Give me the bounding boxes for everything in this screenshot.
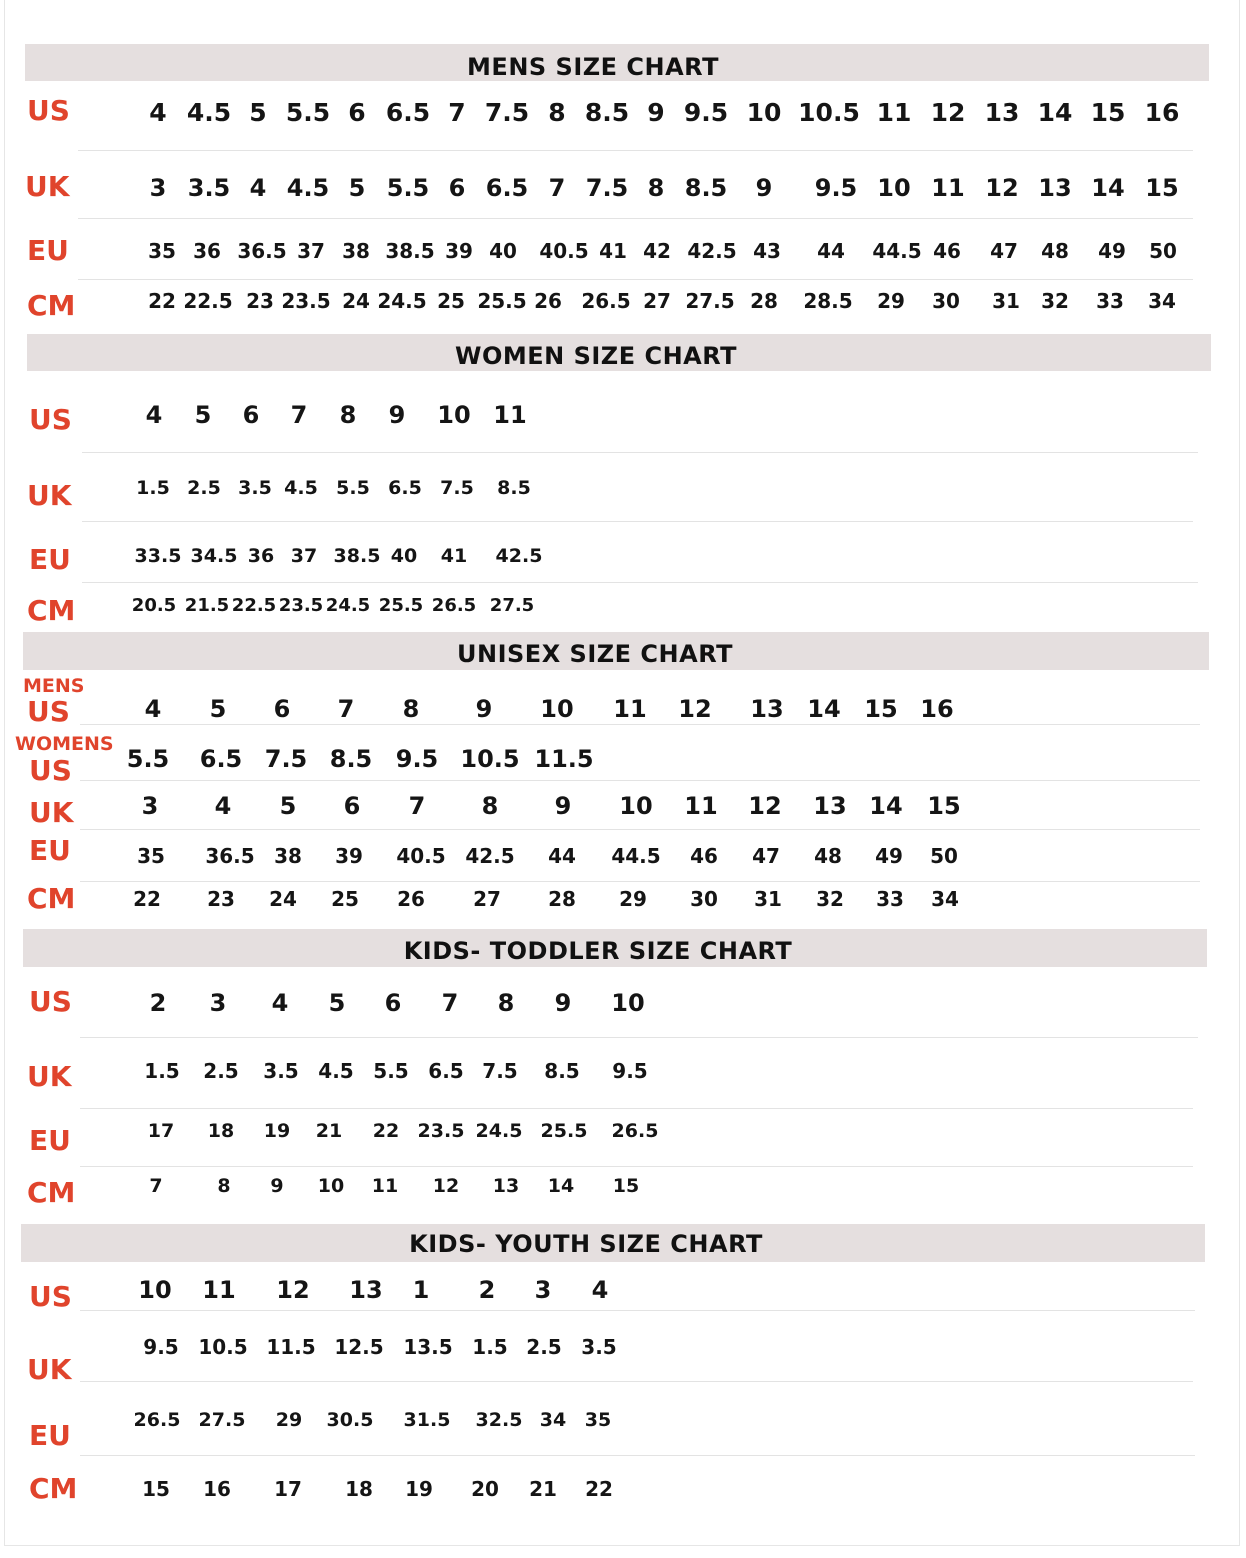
size-value: 25 [437, 289, 465, 313]
size-value: 13 [813, 792, 847, 820]
size-value: 12 [276, 1276, 310, 1304]
size-value: 5.5 [386, 174, 430, 202]
size-value: 14 [807, 695, 841, 723]
size-value: 15 [142, 1477, 170, 1501]
size-value: 13 [349, 1276, 383, 1304]
size-value: 1 [412, 1276, 430, 1304]
size-value: 22 [148, 289, 176, 313]
size-value: 40.5 [396, 844, 446, 868]
size-value: 24 [342, 289, 370, 313]
size-value: 32 [816, 887, 844, 911]
size-value: 5.5 [285, 98, 331, 127]
row-divider [82, 452, 1198, 453]
size-value: 34 [539, 1409, 567, 1431]
row-divider [78, 150, 1193, 151]
size-value: 4 [149, 98, 167, 127]
size-value: 36 [247, 545, 275, 567]
size-value: 8 [497, 989, 515, 1017]
size-value: 27 [643, 289, 671, 313]
size-value: 5.5 [373, 1059, 409, 1083]
size-value: 39 [445, 239, 473, 263]
size-system-label: UK [25, 170, 70, 203]
size-value: 24 [269, 887, 297, 911]
size-value: 34 [931, 887, 959, 911]
section-title: WOMEN SIZE CHART [454, 342, 738, 370]
size-value: 7 [290, 401, 308, 429]
row-divider [80, 1381, 1193, 1382]
size-value: 38.5 [385, 239, 435, 263]
size-value: 23 [246, 289, 274, 313]
size-value: 4 [214, 792, 232, 820]
row-divider [80, 1108, 1193, 1109]
size-value: 36 [193, 239, 221, 263]
size-value: 20.5 [131, 595, 177, 616]
size-value: 19 [405, 1477, 433, 1501]
size-value: 10.5 [460, 745, 520, 773]
size-value: 34 [1148, 289, 1176, 313]
size-value: 42.5 [465, 844, 515, 868]
size-value: 15 [1145, 174, 1179, 202]
size-value: 8.5 [684, 174, 728, 202]
size-value: 8.5 [544, 1059, 580, 1083]
size-value: 13 [984, 98, 1020, 127]
size-system-label: UK [27, 1060, 72, 1093]
size-value: 9 [755, 174, 773, 202]
section-title: MENS SIZE CHART [467, 53, 719, 81]
size-value: 15 [1090, 98, 1126, 127]
size-value: 8 [339, 401, 357, 429]
size-value: 18 [207, 1120, 235, 1142]
size-value: 40.5 [539, 239, 589, 263]
size-value: 4 [249, 174, 267, 202]
size-value: 8.5 [584, 98, 630, 127]
size-value: 3 [141, 792, 159, 820]
row-divider [80, 1037, 1198, 1038]
size-system-label: CM [27, 289, 76, 322]
size-value: 49 [1098, 239, 1126, 263]
size-value: 14 [869, 792, 903, 820]
size-value: 11 [876, 98, 912, 127]
size-value: 28.5 [803, 289, 853, 313]
chart-frame [4, 0, 1240, 1546]
size-value: 12 [748, 792, 782, 820]
size-value: 39 [335, 844, 363, 868]
size-value: 35 [148, 239, 176, 263]
size-value: 16 [920, 695, 954, 723]
size-value: 6.5 [385, 98, 431, 127]
size-value: 6.5 [428, 1059, 464, 1083]
size-value: 5 [209, 695, 227, 723]
section-title: UNISEX SIZE CHART [457, 640, 733, 668]
size-value: 8 [647, 174, 665, 202]
size-value: 44 [548, 844, 576, 868]
size-value: 3.5 [581, 1335, 617, 1359]
size-value: 7 [408, 792, 426, 820]
size-system-label: UK [29, 796, 74, 829]
size-value: 6 [348, 98, 366, 127]
size-system-qualifier: MENS [23, 675, 85, 697]
size-value: 33 [876, 887, 904, 911]
size-value: 23.5 [278, 595, 324, 616]
size-value: 27 [473, 887, 501, 911]
size-value: 2.5 [526, 1335, 562, 1359]
row-divider [78, 218, 1193, 219]
size-system-label: CM [27, 1176, 76, 1209]
size-value: 6 [242, 401, 260, 429]
size-value: 26 [534, 289, 562, 313]
size-value: 47 [990, 239, 1018, 263]
size-value: 46 [690, 844, 718, 868]
size-value: 22 [133, 887, 161, 911]
size-value: 40 [489, 239, 517, 263]
size-value: 27.5 [198, 1409, 246, 1431]
size-value: 9.5 [814, 174, 858, 202]
size-value: 32.5 [475, 1409, 523, 1431]
size-value: 21 [529, 1477, 557, 1501]
size-value: 4.5 [286, 174, 330, 202]
size-value: 41 [599, 239, 627, 263]
size-value: 26.5 [133, 1409, 181, 1431]
size-value: 9.5 [612, 1059, 648, 1083]
size-value: 9.5 [395, 745, 439, 773]
size-value: 28 [750, 289, 778, 313]
size-value: 6.5 [199, 745, 243, 773]
size-value: 37 [297, 239, 325, 263]
size-value: 5 [348, 174, 366, 202]
size-value: 4.5 [186, 98, 232, 127]
size-value: 24.5 [377, 289, 427, 313]
size-system-label: EU [29, 1124, 71, 1157]
row-divider [80, 881, 1200, 882]
row-divider [80, 724, 1200, 725]
size-value: 11 [493, 401, 527, 429]
size-value: 24.5 [475, 1120, 523, 1142]
size-value: 2.5 [203, 1059, 239, 1083]
size-value: 10.5 [798, 98, 860, 127]
size-value: 4.5 [284, 477, 318, 499]
size-value: 37 [290, 545, 318, 567]
size-value: 25.5 [477, 289, 527, 313]
size-value: 3 [209, 989, 227, 1017]
size-value: 23 [207, 887, 235, 911]
size-system-label: US [29, 403, 72, 436]
size-value: 9 [388, 401, 406, 429]
size-value: 4 [145, 401, 163, 429]
size-value: 11 [613, 695, 647, 723]
size-value: 8 [548, 98, 566, 127]
size-system-label: US [27, 695, 70, 728]
size-value: 26.5 [431, 595, 477, 616]
size-system-label: UK [27, 479, 72, 512]
size-value: 6 [384, 989, 402, 1017]
size-value: 1.5 [144, 1059, 180, 1083]
size-value: 7 [441, 989, 459, 1017]
size-value: 48 [1041, 239, 1069, 263]
size-value: 12 [678, 695, 712, 723]
size-value: 20 [471, 1477, 499, 1501]
size-value: 2 [478, 1276, 496, 1304]
size-value: 42 [643, 239, 671, 263]
size-value: 7 [337, 695, 355, 723]
size-value: 5.5 [126, 745, 170, 773]
size-value: 13.5 [403, 1335, 453, 1359]
size-value: 25.5 [540, 1120, 588, 1142]
size-value: 9.5 [683, 98, 729, 127]
size-value: 46 [933, 239, 961, 263]
size-value: 4 [144, 695, 162, 723]
size-value: 8.5 [329, 745, 373, 773]
size-value: 22.5 [183, 289, 233, 313]
size-value: 11.5 [266, 1335, 316, 1359]
size-value: 22 [372, 1120, 400, 1142]
size-system-label: EU [27, 234, 69, 267]
size-value: 26.5 [611, 1120, 659, 1142]
row-divider [78, 279, 1193, 280]
size-value: 2 [149, 989, 167, 1017]
size-value: 12.5 [334, 1335, 384, 1359]
size-value: 29 [619, 887, 647, 911]
size-value: 21.5 [184, 595, 230, 616]
size-value: 30 [690, 887, 718, 911]
size-value: 42.5 [687, 239, 737, 263]
size-value: 14 [547, 1175, 575, 1197]
size-value: 7 [548, 174, 566, 202]
size-system-label: EU [29, 834, 71, 867]
size-value: 7.5 [482, 1059, 518, 1083]
size-value: 10 [437, 401, 471, 429]
size-system-label: US [29, 985, 72, 1018]
size-value: 29 [877, 289, 905, 313]
size-value: 35 [584, 1409, 612, 1431]
size-value: 1.5 [472, 1335, 508, 1359]
size-value: 7.5 [440, 477, 474, 499]
size-value: 8 [481, 792, 499, 820]
size-value: 18 [345, 1477, 373, 1501]
size-system-label: EU [29, 1419, 71, 1452]
size-value: 14 [1091, 174, 1125, 202]
row-divider [80, 780, 1200, 781]
size-value: 3.5 [238, 477, 272, 499]
size-value: 3.5 [187, 174, 231, 202]
size-value: 40 [390, 545, 418, 567]
row-divider [82, 582, 1198, 583]
size-system-label: EU [29, 543, 71, 576]
size-value: 31 [754, 887, 782, 911]
size-value: 23.5 [417, 1120, 465, 1142]
size-system-label: US [29, 754, 72, 787]
size-value: 12 [930, 98, 966, 127]
size-value: 25.5 [378, 595, 424, 616]
size-value: 32 [1041, 289, 1069, 313]
size-value: 7.5 [585, 174, 629, 202]
size-value: 29 [275, 1409, 303, 1431]
section-title: KIDS- YOUTH SIZE CHART [409, 1230, 763, 1258]
size-value: 38 [342, 239, 370, 263]
size-value: 4.5 [318, 1059, 354, 1083]
size-value: 11 [371, 1175, 399, 1197]
size-value: 8 [217, 1175, 231, 1197]
size-value: 13 [492, 1175, 520, 1197]
row-divider [80, 1455, 1195, 1456]
size-value: 12 [985, 174, 1019, 202]
size-value: 27.5 [685, 289, 735, 313]
size-value: 33 [1096, 289, 1124, 313]
size-system-label: CM [29, 1472, 78, 1505]
size-value: 7 [149, 1175, 163, 1197]
size-value: 6.5 [485, 174, 529, 202]
size-value: 12 [432, 1175, 460, 1197]
size-value: 36.5 [237, 239, 287, 263]
size-value: 7.5 [484, 98, 530, 127]
size-value: 10 [746, 98, 782, 127]
size-value: 11 [931, 174, 965, 202]
size-value: 23.5 [281, 289, 331, 313]
size-value: 5 [328, 989, 346, 1017]
size-value: 44.5 [611, 844, 661, 868]
size-value: 44.5 [872, 239, 922, 263]
size-value: 11.5 [534, 745, 594, 773]
size-value: 26 [397, 887, 425, 911]
size-value: 5 [279, 792, 297, 820]
size-value: 38.5 [333, 545, 381, 567]
size-value: 25 [331, 887, 359, 911]
size-value: 16 [1144, 98, 1180, 127]
size-value: 5 [249, 98, 267, 127]
size-value: 30 [932, 289, 960, 313]
row-divider [80, 1166, 1193, 1167]
size-value: 9 [554, 989, 572, 1017]
size-value: 43 [753, 239, 781, 263]
size-value: 7 [448, 98, 466, 127]
size-value: 15 [927, 792, 961, 820]
size-value: 30.5 [326, 1409, 374, 1431]
size-value: 5.5 [336, 477, 370, 499]
size-value: 9 [475, 695, 493, 723]
size-value: 8.5 [497, 477, 531, 499]
size-value: 16 [203, 1477, 231, 1501]
size-value: 22 [585, 1477, 613, 1501]
size-system-label: CM [27, 594, 76, 627]
size-system-label: US [27, 94, 70, 127]
size-value: 10 [611, 989, 645, 1017]
size-value: 3 [534, 1276, 552, 1304]
size-value: 38 [274, 844, 302, 868]
size-value: 27.5 [489, 595, 535, 616]
size-value: 34.5 [190, 545, 238, 567]
size-value: 15 [864, 695, 898, 723]
row-divider [80, 829, 1200, 830]
size-system-label: UK [27, 1353, 72, 1386]
size-value: 49 [875, 844, 903, 868]
size-value: 17 [274, 1477, 302, 1501]
size-value: 22.5 [231, 595, 277, 616]
size-value: 6 [273, 695, 291, 723]
size-value: 6 [448, 174, 466, 202]
size-value: 14 [1037, 98, 1073, 127]
size-value: 24.5 [325, 595, 371, 616]
size-value: 7.5 [264, 745, 308, 773]
size-value: 3 [149, 174, 167, 202]
size-value: 10.5 [198, 1335, 248, 1359]
size-value: 4 [591, 1276, 609, 1304]
size-value: 10 [317, 1175, 345, 1197]
size-value: 10 [619, 792, 653, 820]
size-system-label: US [29, 1280, 72, 1313]
size-value: 50 [1149, 239, 1177, 263]
size-value: 11 [202, 1276, 236, 1304]
size-value: 26.5 [581, 289, 631, 313]
row-divider [80, 1310, 1195, 1311]
size-value: 9 [270, 1175, 284, 1197]
size-value: 50 [930, 844, 958, 868]
size-value: 1.5 [136, 477, 170, 499]
size-value: 41 [440, 545, 468, 567]
size-value: 15 [612, 1175, 640, 1197]
size-value: 44 [817, 239, 845, 263]
size-value: 48 [814, 844, 842, 868]
size-value: 4 [271, 989, 289, 1017]
size-value: 10 [138, 1276, 172, 1304]
size-value: 5 [194, 401, 212, 429]
row-divider [82, 521, 1193, 522]
size-value: 6 [343, 792, 361, 820]
size-value: 31.5 [403, 1409, 451, 1431]
size-value: 11 [684, 792, 718, 820]
size-value: 10 [877, 174, 911, 202]
size-value: 13 [1038, 174, 1072, 202]
size-system-qualifier: WOMENS [15, 733, 114, 755]
size-value: 21 [315, 1120, 343, 1142]
size-value: 8 [402, 695, 420, 723]
size-value: 47 [752, 844, 780, 868]
size-value: 6.5 [388, 477, 422, 499]
size-value: 13 [750, 695, 784, 723]
size-value: 36.5 [205, 844, 255, 868]
size-value: 2.5 [187, 477, 221, 499]
size-system-label: CM [27, 882, 76, 915]
size-value: 42.5 [495, 545, 543, 567]
size-value: 9 [554, 792, 572, 820]
size-value: 31 [992, 289, 1020, 313]
size-value: 9 [647, 98, 665, 127]
size-value: 10 [540, 695, 574, 723]
size-value: 17 [147, 1120, 175, 1142]
section-title: KIDS- TODDLER SIZE CHART [403, 937, 793, 965]
size-value: 33.5 [134, 545, 182, 567]
size-value: 35 [137, 844, 165, 868]
size-value: 9.5 [143, 1335, 179, 1359]
size-value: 28 [548, 887, 576, 911]
size-value: 3.5 [263, 1059, 299, 1083]
size-value: 19 [263, 1120, 291, 1142]
